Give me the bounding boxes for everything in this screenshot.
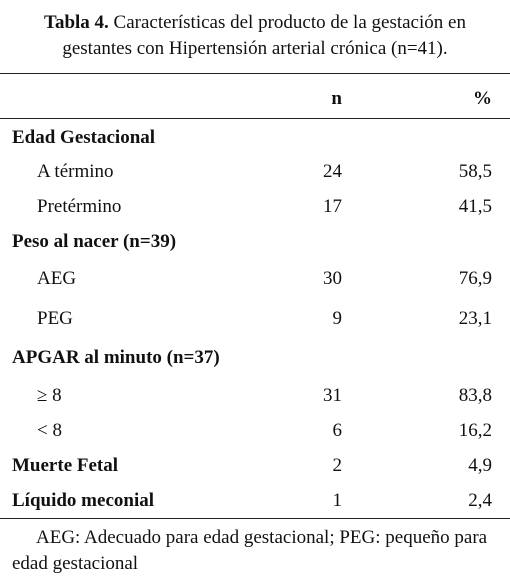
- row-pct-peg: 23,1: [458, 308, 492, 329]
- row-label-apgar-ge-8: ≥ 8: [37, 385, 62, 406]
- row-n-liquido-meconial: 1: [332, 490, 342, 511]
- caption-text-1: Características del producto de la gestación en: [113, 12, 466, 33]
- row-pct-pretermino: 41,5: [458, 196, 492, 217]
- top-rule: [0, 73, 510, 74]
- row-label-pretermino: Pretérmino: [37, 196, 122, 217]
- row-n-aeg: 30: [323, 268, 342, 289]
- row-n-pretermino: 17: [323, 196, 342, 217]
- table-caption: [0, 10, 510, 62]
- row-label-aeg: AEG: [37, 268, 77, 289]
- bottom-rule: [0, 518, 510, 519]
- row-n-apgar-ge-8: 31: [323, 385, 342, 406]
- row-pct-apgar-ge-8: 83,8: [458, 385, 492, 406]
- row-n-apgar-lt-8: 6: [332, 420, 342, 441]
- header-n: n: [331, 88, 342, 109]
- caption-line-1: [0, 10, 510, 36]
- row-n-muerte-fetal: 2: [332, 455, 342, 476]
- row-label-peg: PEG: [37, 308, 73, 329]
- row-label-muerte-fetal: Muerte Fetal: [12, 455, 119, 476]
- header-percent: %: [473, 88, 492, 109]
- row-n-a-termino: 24: [323, 161, 342, 182]
- row-pct-apgar-lt-8: 16,2: [458, 420, 492, 441]
- header-rule: [0, 118, 510, 119]
- row-n-peg: 9: [332, 308, 342, 329]
- caption-label: Tabla 4.: [44, 12, 109, 33]
- row-label-a-termino: A término: [37, 161, 114, 182]
- row-label-apgar: APGAR al minuto (n=37): [12, 347, 220, 368]
- row-label-liquido-meconial: Líquido meconial: [12, 490, 154, 511]
- row-pct-aeg: 76,9: [458, 268, 492, 289]
- row-pct-a-termino: 58,5: [458, 161, 492, 182]
- row-pct-liquido-meconial: 2,4: [468, 490, 492, 511]
- caption-text-2: gestantes con Hipertensión arterial crónica (n=41).: [62, 38, 448, 59]
- row-label-peso-al-nacer: Peso al nacer (n=39): [12, 231, 177, 252]
- table-footnote: AEG: Adecuado para edad gestacional; PEG: pequeño para edad gestacional: [12, 527, 488, 574]
- row-label-apgar-lt-8: < 8: [37, 420, 62, 441]
- row-label-edad-gestacional: Edad Gestacional: [12, 127, 156, 148]
- row-pct-muerte-fetal: 4,9: [468, 455, 492, 476]
